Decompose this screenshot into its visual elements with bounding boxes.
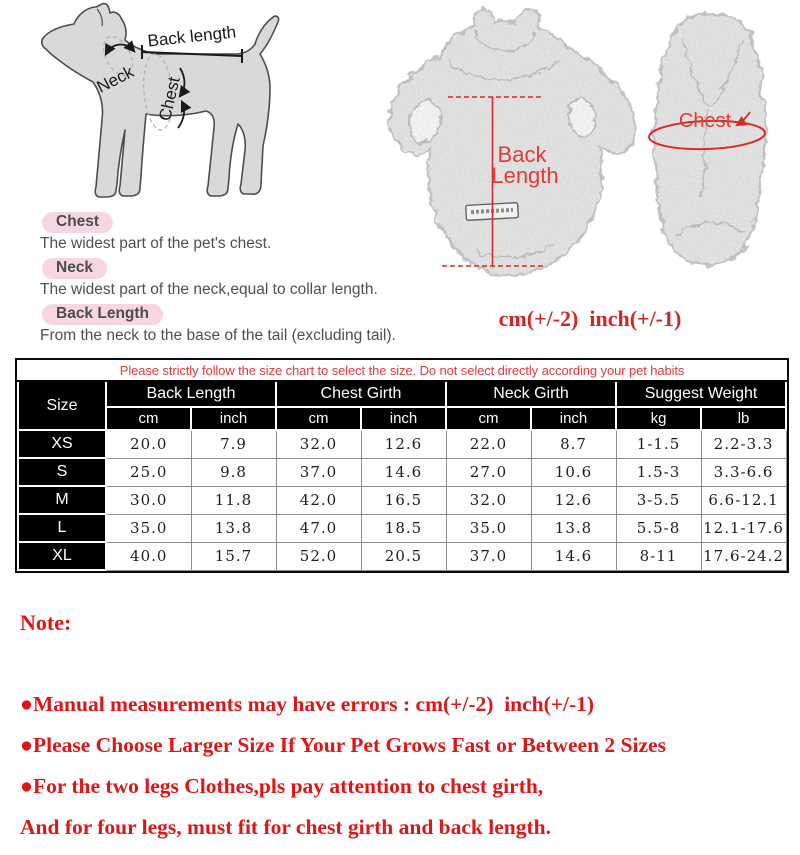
unit-header: inch	[191, 407, 276, 430]
value-cell: 5.5-8	[616, 514, 701, 542]
column-group-header: Neck Girth	[446, 381, 616, 407]
table-row	[18, 430, 786, 458]
value-cell: 20.0	[106, 430, 191, 458]
size-table	[15, 358, 789, 573]
garment-back-length-label-word1: Back	[497, 142, 547, 167]
definition-text: The widest part of the neck,equal to collar length.	[40, 281, 378, 298]
value-cell: 16.5	[361, 486, 446, 514]
unit-header: inch	[531, 407, 616, 430]
garment-back-length-label-word2: Length	[491, 163, 559, 188]
note-line: ●Manual measurements may have errors : cm(+/-2) inch(+/-1)	[20, 692, 595, 716]
value-cell: 15.7	[191, 542, 276, 570]
table-instruction: Please strictly follow the size chart to select the size. Do not select directly according your pet habits	[18, 360, 786, 381]
definition-text: The widest part of the pet's chest.	[40, 235, 272, 252]
value-cell: 1-1.5	[616, 430, 701, 458]
definition-term-pill: Chest	[42, 212, 113, 233]
size-table-body	[18, 430, 786, 570]
definition-term-pill: Back Length	[42, 304, 163, 325]
tolerance-note: cm(+/-2) inch(+/-1)	[498, 306, 682, 331]
value-cell: 8.7	[531, 430, 616, 458]
value-cell: 6.6-12.1	[701, 486, 786, 514]
value-cell: 17.6-24.2	[701, 542, 786, 570]
unit-header: cm	[276, 407, 361, 430]
value-cell: 35.0	[446, 514, 531, 542]
value-cell: 22.0	[446, 430, 531, 458]
note-line: ●Please Choose Larger Size If Your Pet Grows Fast or Between 2 Sizes	[20, 733, 666, 757]
garment-back-photo	[378, 0, 646, 292]
value-cell: 3.3-6.6	[701, 458, 786, 486]
measurement-definitions	[40, 212, 430, 350]
value-cell: 52.0	[276, 542, 361, 570]
notes-title: Note:	[20, 610, 72, 635]
value-cell: 47.0	[276, 514, 361, 542]
note-line: ●For the two legs Clothes,pls pay attention to chest girth,	[20, 774, 544, 798]
value-cell: 8-11	[616, 542, 701, 570]
size-cell: XL	[18, 542, 106, 570]
table-row	[18, 542, 786, 570]
garment-front-photo	[640, 8, 780, 270]
definition-text: From the neck to the base of the tail (excluding tail).	[40, 327, 396, 344]
value-cell: 32.0	[276, 430, 361, 458]
value-cell: 9.8	[191, 458, 276, 486]
dog-measurement-diagram	[30, 2, 280, 208]
value-cell: 13.8	[531, 514, 616, 542]
value-cell: 7.9	[191, 430, 276, 458]
value-cell: 12.1-17.6	[701, 514, 786, 542]
group-header-row	[18, 381, 786, 407]
dog-chest-label: Chest	[155, 75, 184, 123]
definition-item	[40, 212, 430, 252]
value-cell: 32.0	[446, 486, 531, 514]
value-cell: 20.5	[361, 542, 446, 570]
size-cell: M	[18, 486, 106, 514]
value-cell: 2.2-3.3	[701, 430, 786, 458]
value-cell: 40.0	[106, 542, 191, 570]
unit-header: cm	[106, 407, 191, 430]
unit-header: lb	[701, 407, 786, 430]
value-cell: 27.0	[446, 458, 531, 486]
value-cell: 35.0	[106, 514, 191, 542]
size-cell: XS	[18, 430, 106, 458]
value-cell: 37.0	[276, 458, 361, 486]
value-cell: 25.0	[106, 458, 191, 486]
value-cell: 42.0	[276, 486, 361, 514]
value-cell: 14.6	[361, 458, 446, 486]
column-group-header: Suggest Weight	[616, 381, 786, 407]
value-cell: 11.8	[191, 486, 276, 514]
notes-section	[20, 574, 790, 855]
value-cell: 37.0	[446, 542, 531, 570]
definition-term-pill: Neck	[42, 258, 107, 279]
value-cell: 3-5.5	[616, 486, 701, 514]
units-header-row	[18, 407, 786, 430]
table-row	[18, 514, 786, 542]
table-row	[18, 458, 786, 486]
column-group-header: Back Length	[106, 381, 276, 407]
unit-header: kg	[616, 407, 701, 430]
note-line: And for four legs, must fit for chest girth and back length.	[20, 815, 551, 839]
column-group-header: Chest Girth	[276, 381, 446, 407]
garment-chest-label: Chest	[678, 110, 732, 132]
size-column-header: Size	[18, 381, 106, 430]
value-cell: 12.6	[531, 486, 616, 514]
unit-header: cm	[446, 407, 531, 430]
value-cell: 30.0	[106, 486, 191, 514]
definition-item	[40, 258, 430, 298]
value-cell: 12.6	[361, 430, 446, 458]
value-cell: 18.5	[361, 514, 446, 542]
table-row	[18, 486, 786, 514]
value-cell: 1.5-3	[616, 458, 701, 486]
value-cell: 14.6	[531, 542, 616, 570]
value-cell: 10.6	[531, 458, 616, 486]
dog-neck-label: Neck	[93, 62, 137, 97]
size-cell: L	[18, 514, 106, 542]
unit-header: inch	[361, 407, 446, 430]
definition-item	[40, 304, 430, 344]
instruction-row	[18, 360, 786, 381]
size-cell: S	[18, 458, 106, 486]
size-table-grid	[17, 360, 787, 571]
value-cell: 13.8	[191, 514, 276, 542]
dog-back-length-label: Back length	[146, 22, 238, 51]
